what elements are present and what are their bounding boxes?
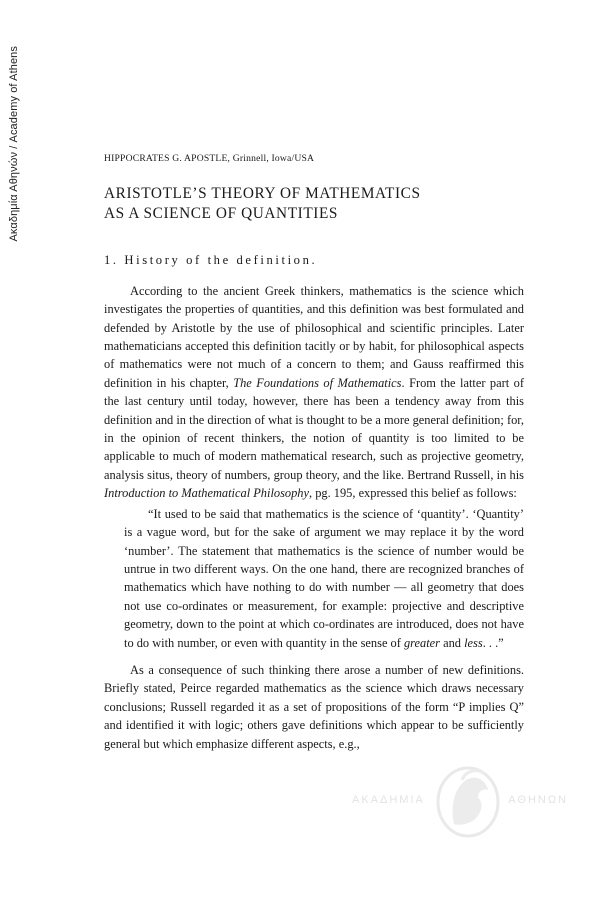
academy-watermark [332,762,572,842]
paragraph-text: , pg. 195, expressed this belief as follows: [309,486,517,501]
author-name: HIPPOCRATES G. APOSTLE [104,153,228,164]
quote-text: . . .” [482,635,504,650]
section-number: 1. [104,253,119,268]
athena-seal-icon [432,762,504,840]
watermark-left-text: ΑΚΑΔΗΜΙΑ [352,794,425,806]
quote-italic-greater: greater [403,635,440,650]
quote-text: and [440,635,465,650]
author-line [104,150,524,168]
body-paragraph-2: As a consequence of such thinking there arose a number of new definitions. Briefly stated, Peirce regarded mathematics as the science which draws necessary conclusions; Russell regarded it as a set of propositions of the form “P implies Q” and identified it with logic; others gave definitions which appear to be sufficiently general but which emphasize different aspects, e.g., [104,662,524,751]
paragraph-text: According to the ancient Greek thinkers, mathematics is the science which investigates the properties of quantities, and this definition was best formulated and defended by Aristotle by the use of philosophical and scientific principles. Later mathematicians accepted this definition tacitly or by habit, for philosophical aspects of mathematics were not much of a concern to them; and Gauss reaffirmed this definition in his chapter, [104,283,524,390]
watermark-right-text: ΑΘΗΝΩΝ [508,794,568,806]
book-title-introduction: Introduction to Mathematical Philosophy [104,486,309,501]
quote-paragraph [124,505,524,652]
book-title-foundations: The Foundations of Mathematics [233,375,402,390]
title-line-2: AS A SCIENCE OF QUANTITIES [104,204,339,222]
archive-side-label: Ακαδημία Αθηνών / Academy of Athens [8,46,20,242]
section-heading [104,251,524,269]
quote-text: “It used to be said that mathematics is the science of ‘quantity’. ‘Quantity’ is a vague word, but for the sake of argument we may replace it by the word ‘number’. The statement that mathematics is the science of number would be untrue in two different ways. On the one hand, there are recognized branches of mathematics which have nothing to do with number — all geometry that does not use co-ordinates or measurement, for example: projective and descriptive geometry, down to the point at which co-ordinates are introduced, does not have to do with number, or even with quantity in the sense of [124,506,524,650]
body-paragraph-1 [104,282,524,503]
article-title [104,184,524,223]
quote-italic-less: less [464,635,483,650]
section-title: History of the definition. [124,253,318,268]
block-quote [104,505,524,652]
author-affiliation: , Grinnell, Iowa/USA [227,153,315,164]
paragraph-text: . From the latter part of the last century until today, however, there has been a tendency away from this definition and in the direction of what is thought to be a more general definition; for, in the opinion of recent thinkers, the notion of quantity is too limited to be applicable to much of modern mathematical research, such as projective geometry, analysis situs, theory of numbers, group theory, and the like. Bertrand Russell, in his [104,375,524,482]
article-page [104,150,524,753]
title-line-1: ARISTOTLE’S THEORY OF MATHEMATICS [104,185,421,203]
